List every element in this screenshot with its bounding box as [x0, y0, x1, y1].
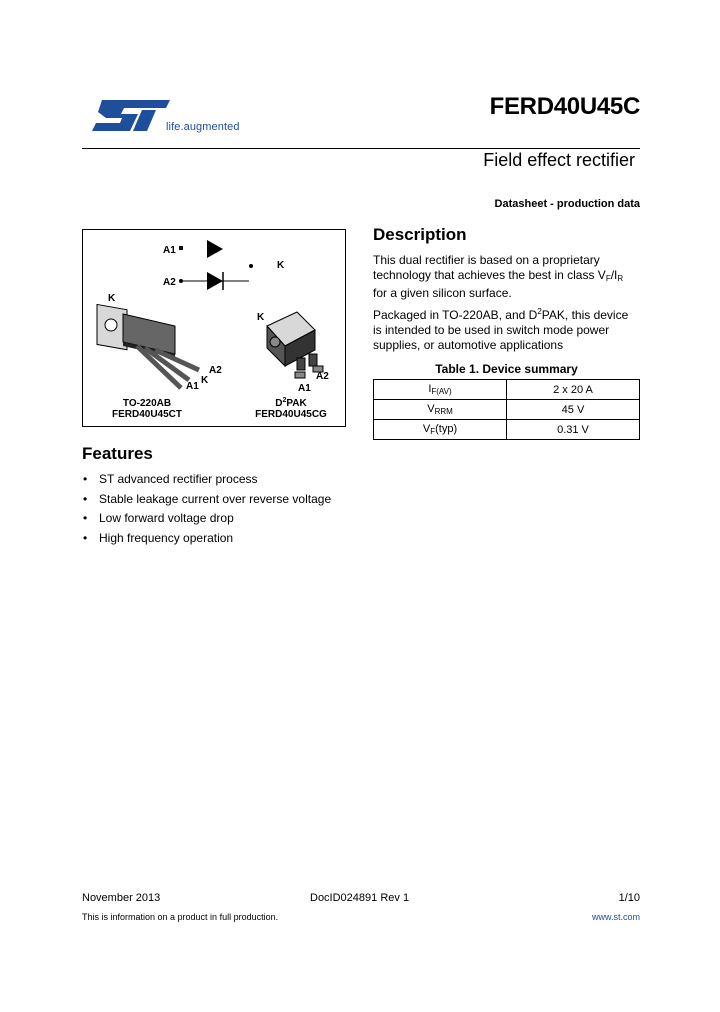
- d2pak-drawing: [267, 312, 323, 378]
- bullet-icon: •: [83, 511, 88, 525]
- description-line: for a given silicon surface.: [373, 286, 512, 300]
- table-row: [374, 380, 640, 400]
- device-summary-table: [373, 379, 640, 440]
- table-caption: Table 1. Device summary: [435, 362, 578, 376]
- description-line: This dual rectifier is based on a proprietary: [373, 253, 600, 267]
- value-cell: 0.31 V: [507, 420, 640, 440]
- value-cell: 2 x 20 A: [507, 380, 640, 400]
- a2-pin-dot: [179, 279, 183, 283]
- description-line: supplies, or automotive applications: [373, 338, 564, 352]
- description-line: technology that achieves the best in class $V_F/I_R$: [373, 268, 624, 283]
- list-item: • Stable leakage current over reverse voltage: [83, 491, 332, 506]
- value-cell: 45 V: [507, 400, 640, 420]
- to220-pin-k: K: [201, 375, 209, 386]
- package-figure: [82, 229, 346, 427]
- description-heading: Description: [373, 225, 467, 244]
- a1-pin-dot: [179, 246, 183, 250]
- list-item: • ST advanced rectifier process: [83, 472, 258, 486]
- document-subtitle: Field effect rectifier: [483, 150, 635, 170]
- bullet-icon: •: [83, 491, 88, 506]
- list-item: • Low forward voltage drop: [83, 511, 234, 525]
- param-cell: $V_{RRM}$: [374, 400, 507, 420]
- logo-tagline: life.augmented: [166, 121, 240, 133]
- d2pak-pin-a2: A2: [316, 371, 329, 382]
- schematic-label-a1: A1: [163, 245, 176, 256]
- bullet-icon: •: [83, 530, 88, 545]
- footer-page-number: 1/10: [618, 892, 640, 904]
- to220-package-name: TO-220AB: [122, 398, 172, 409]
- d2pak-pin-k: K: [257, 312, 265, 323]
- description-paragraph-1: [373, 253, 653, 301]
- bullet-icon: •: [83, 472, 88, 486]
- diode-symbol-1: [207, 240, 223, 258]
- schematic-label-k: K: [277, 260, 285, 271]
- features-heading: Features: [82, 444, 153, 463]
- footer-production-note: This is information on a product in full production.: [82, 912, 279, 922]
- features-list: [82, 472, 331, 550]
- d2pak-package-name: $D^2PAK$: [275, 397, 307, 409]
- to220-pin-a2: A2: [209, 365, 222, 376]
- description-line: Packaged in TO-220AB, and $D^2PAK$, this device: [373, 307, 629, 322]
- param-cell: $V_F(typ)$: [374, 420, 507, 440]
- diode-symbol-2: [207, 272, 223, 290]
- description-paragraph-2: [373, 304, 653, 353]
- description-line: is intended to be used in switch mode power: [373, 323, 610, 337]
- footer-website-link[interactable]: www.st.com: [591, 912, 640, 922]
- doc-type-label: Datasheet - production data: [494, 198, 640, 210]
- footer-date: November 2013: [82, 892, 161, 904]
- schematic-label-a2: A2: [163, 277, 176, 288]
- header-rule: [82, 148, 640, 149]
- table-row: [374, 400, 640, 420]
- to220-pin-k-top: K: [108, 293, 116, 304]
- to220-order-code: FERD40U45CT: [111, 409, 183, 420]
- footer-doc-id: DocID024891 Rev 1: [310, 892, 410, 904]
- k-pin-dot: [249, 264, 253, 268]
- package-drawings: [83, 230, 347, 428]
- d2pak-pin-a1: A1: [298, 383, 311, 394]
- list-item: • High frequency operation: [83, 530, 234, 545]
- part-number: FERD40U45C: [489, 93, 640, 120]
- param-cell: $I_{F(AV)}$: [374, 380, 507, 400]
- d2pak-order-code: FERD40U45CG: [255, 409, 327, 420]
- to220-pin-a1: A1: [186, 381, 199, 392]
- table-row: [374, 420, 640, 440]
- to220-drawing: [97, 304, 199, 388]
